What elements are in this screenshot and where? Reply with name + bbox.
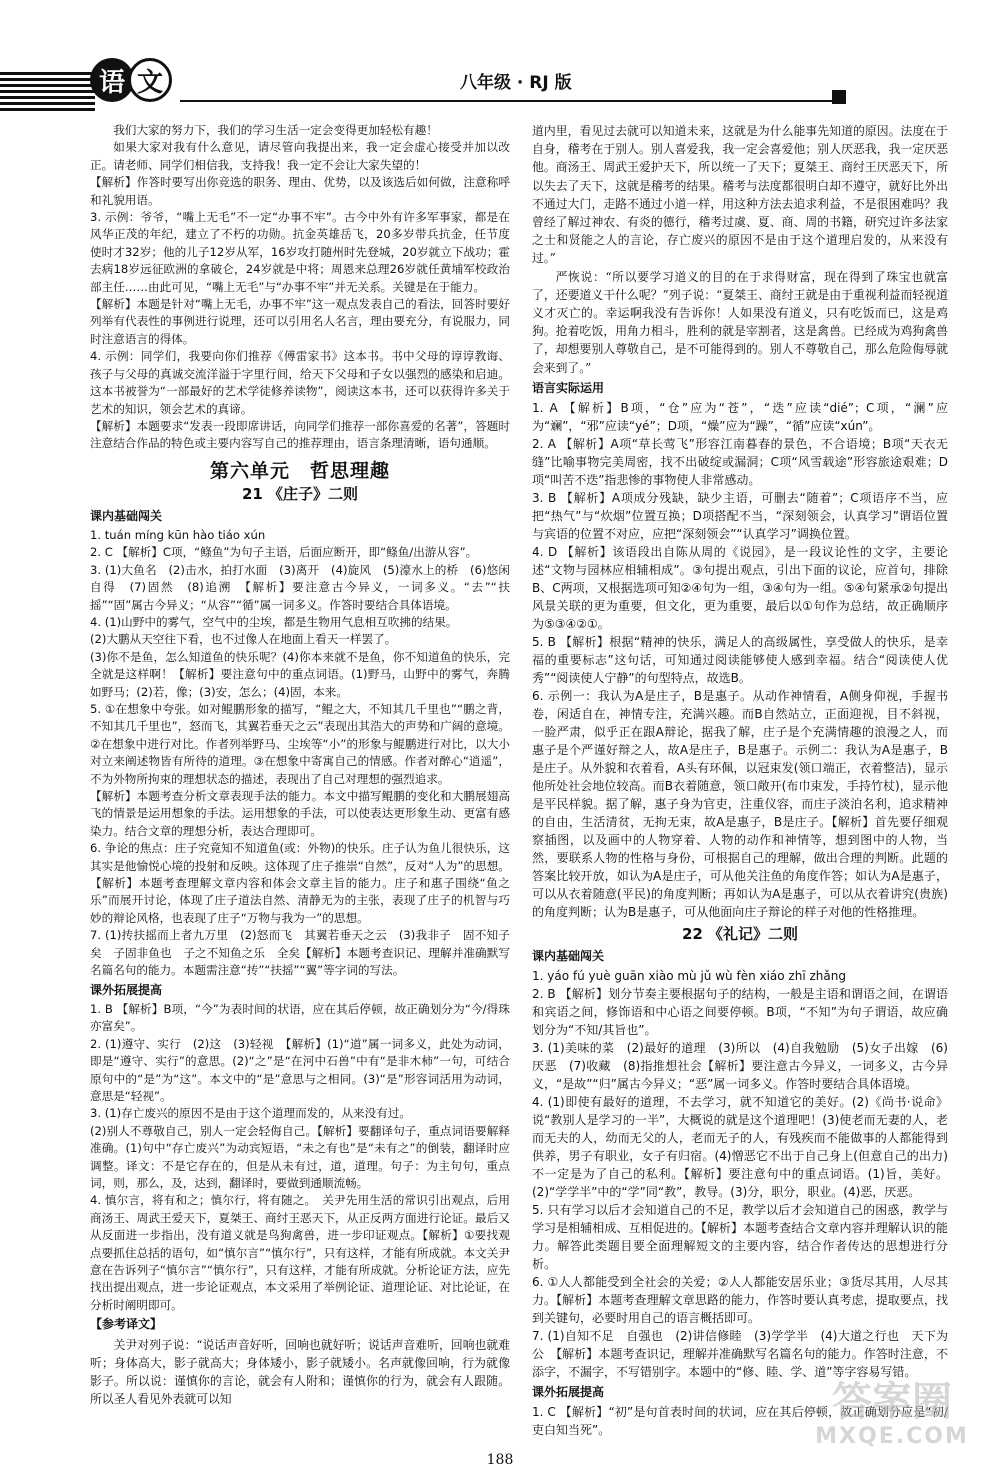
reference-translation: 道内里，看见过去就可以知道未来，这就是为什么能事先知道的原因。法度在于自身，稽考在于别人。别人喜爱我，我一定会喜爱他；别人厌恶我，我一定厌恶他。商汤王、周武王爱护天下，所以统一了天下；夏桀王、商纣王厌恶天下，所以失去了天下，这就是稽考的结果。稽考与法度都很明白却不遵守，就好比外出不通过大门，走路不通过小道一样，用这种方法去追求利益，不是很困难吗？我曾经了解过神农、有炎的德行，稽考过虞、夏、商、周的书籍，研究过许多法家之士和贤能之人的言论，存亡废兴的原因不是由于这个道理启发的，从来没有过。” [532, 124, 948, 266]
reference-translation: 关尹对列子说：“说话声音好听，回响也就好听；说话声音难听，回响也就难听；身体高大，影子就高大；身体矮小，影子就矮小。名声就像回响，行为就像影子。所以说：谨慎你的言论，就会有人附和；谨慎你的行为，就会有人跟随。所以圣人看见外表就可以知 [90, 1337, 510, 1407]
answer-item: 7. (1)自知不足 自强也 (2)讲信修睦 (3)学学半 (4)大道之行也 天下为公 【解析】本题考查识记，理解并准确默写名篇名句的能力。作答时注意，不添字，不漏字，不写错别字。本题中的“修、睦、学、道”等字容易写错。 [532, 1328, 948, 1379]
answer-item: 1. C 【解析】“初”是句首表时间的状词，应在其后停顿，故正确划分应是“初/吏白知当死”。 [532, 1404, 948, 1437]
answer-item: 4. (1)山野中的雾气，空气中的尘埃，都是生物用气息相互吹拂的结果。 [90, 614, 458, 629]
answer-item: 5. 只有学习以后才会知道自己的不足，教学以后才会知道自己的困惑，教学与学习是相辅相成、互相促进的。【解析】本题考查结合文章内容并理解认识的能力。解答此类题目要全面理解短文的主要内容，结合作者传达的思想进行分析。 [532, 1202, 948, 1271]
logo-char-1: 语 [90, 58, 134, 102]
analysis-paragraph: 【解析】本题要求“发表一段即席讲话，向同学们推荐一部你喜爱的名著”，答题时注意结合作品的特色或主要内容写自己的推荐理由，语言条理清晰，语句通顺。 [90, 418, 510, 451]
answer-item: 4. 慎尔言，将有和之；慎尔行，将有随之。 关尹先用生活的常识引出观点，后用商汤王、周武王爱天下，夏桀王、商纣王恶天下，从正反两方面进行论证。最后又从反面进一步指出，没有道义就是鸟狗禽兽，进一步印证观点。【解析】①要找观点要抓住总括的语句，如“慎尔言”“慎尔行”，只有这样，才能有所成就。本文关尹意在告诉列子“慎尔言”“慎尔行”，只有这样，才能有所成就。分析论证方法，应先找出提出观点，进一步论证观点，本文采用了举例论证、道理论证、对比论证，在分析时阐明即可。 [90, 1193, 510, 1312]
page-number: 188 [486, 1452, 514, 1468]
section-heading: 语言实际运用 [532, 380, 605, 395]
answer-item: 3. (1)存亡废兴的原因不是由于这个道理而发的，从来没有过。 [90, 1106, 412, 1121]
analysis-paragraph: 【解析】本题是针对“嘴上无毛，办事不牢”这一观点发表自己的看法，回答时要好列举有代表性的事例进行说理，还可以引用名人名言，理由要充分，有说服力，同时注意语言的得体。 [90, 297, 510, 346]
answer-item: 1. A 【解析】B项，“仓”应为“苍”，“迭”应读“dié”；C项，“澜”应为“斓”，“邪”应读“yé”；D项，“燥”应为“躁”，“循”应读“xún”。 [532, 400, 948, 433]
answer-paragraph: 我们大家的努力下，我们的学习生活一定会变得更加轻松有趣！ [113, 123, 438, 137]
answer-item: 6. 争论的焦点：庄子究竟知不知道鱼(或：外物)的快乐。庄子认为鱼儿很快乐，这其实是他愉悦心境的投射和反映。这体现了庄子推崇“自然”，反对“人为”的思想。【解析】本题考查理解文章内容和体会文章主旨的能力。庄子和惠子围绕“鱼之乐”而展开讨论，体现了庄子道法自然、清静无为的主张，表现了庄子的机智与巧妙的辩论风格，也表现了庄子“万物与我为一”的思想。 [90, 841, 510, 925]
answer-item: 1. B 【解析】B项，“今”为表时间的状语，应在其后停顿，故正确划分为“今/得珠亦富矣”。 [90, 1001, 510, 1034]
header-rule [180, 100, 840, 102]
answer-item: (2)别人不尊敬自己，别人一定会轻侮自己。【解析】要翻译句子，重点词语要解释准确。(1)句中“存亡废兴”为动宾短语，“未之有也”是“未有之”的倒装，翻译时应调整。译文：不是它存在的，但是从未有过，道，道理。句子：为主句句，重点词，则，那么，及，达到，翻译时，要做到通顺流畅。 [90, 1123, 510, 1190]
answer-item: 3. (1)美味的菜 (2)最好的道理 (3)所以 (4)自我勉励 (5)女子出嫁 (6)厌恶 (7)收藏 (8)指推想社会【解析】要注意古今异义，一词多义，古今异义，“是故”“归”属古今异义；“恶”属一词多义。作答时要结合具体语境。 [532, 1040, 948, 1091]
analysis-paragraph: 【解析】作答时要写出你竞选的职务、理由、优势，以及该选后如何做，注意称呼和礼貌用语。 [90, 175, 510, 207]
answer-paragraph: 如果大家对我有什么意见，请尽管向我提出来，我一定会虚心接受并加以改正。请老师、同学们相信我，支持我！我一定不会让大家失望的！ [90, 140, 510, 172]
right-column [532, 122, 948, 1439]
answer-item: 4. D 【解析】该语段出自陈从周的《说园》，是一段议论性的文字，主要论述“文物与园林应相辅相成”。③句提出观点，引出下面的议论，应首句，排除B、C两项，又根据选项可知②④句为一组，③④句为一组。⑤④句紧承②句提出风景关联的更为重要，但文化，更为重要，最后以①句作为总结，故正确顺序为⑤③④②①。 [532, 544, 948, 631]
section-heading: 课内基础闯关 [90, 508, 163, 523]
analysis-paragraph: 【解析】本题考查分析文章表现手法的能力。本文中描写鲲鹏的变化和大鹏展翅高飞的情景是运用想象的手法。运用想象的手法，可以使表达更形象生动、更富有感染力。结合文章的理想分析，表达合理即可。 [90, 789, 510, 838]
answer-item: 1. yáo fú yuè guān xiào mù jǔ wù fèn xiáo zhī zhǎng [532, 968, 846, 983]
answer-item: 4. 示例：同学们，我要向你们推荐《傅雷家书》这本书。书中父母的谆谆教诲、孩子与父母的真诚交流洋溢于字里行间，给天下父母和子女以强烈的感染和启迪。这本书被誉为“一部最好的艺术学徒修养读物”，阅读这本书，还可以获得许多关于艺术的知识，领会艺术的真谛。 [90, 349, 510, 416]
lesson-title: 22 《礼记》二则 [681, 924, 799, 943]
answer-item: 6. ①人人都能受到全社会的关爱；②人人都能安居乐业；③货尽其用，人尽其力。【解析】本题考查理解文章思路的能力，作答时要认真考虑，提取要点，找到关键句，必要时用自己的语言概括即可。 [532, 1274, 948, 1325]
section-heading: 课外拓展提高 [90, 982, 163, 997]
answer-item: 3. 示例：爷爷，“嘴上无毛”不一定“办事不牢”。古今中外有许多军事家，都是在风华正茂的年纪，建立了不朽的功勋。抗金英雄岳飞，20多岁带兵抗金，任节度使时才32岁；他的儿子12岁从军，16岁攻打随州时先登城，20岁就立下战功；霍去病18岁远征欧洲的拿破仑，24岁就是中将；周恩来总理26岁就任黄埔军校政治部主任……由此可见，“嘴上无毛”与“办事不牢”并无关系。关键是在于能力。 [90, 210, 510, 294]
answer-item: 2. C 【解析】C项，“鲦鱼”为句子主语，后面应断开，即“鲦鱼/出游从容”。 [90, 545, 478, 560]
answer-item: 3. B 【解析】A项成分残缺，缺少主语，可删去“随着”；C项语序不当，应把“热气”与“炊烟”位置互换；D项搭配不当，“深刻领会，认真学习”谓语位置与宾语的位置不对应，应把“深刻领会”“认真学习”调换位置。 [532, 490, 948, 541]
answer-item: 4. (1)即使有最好的道理，不去学习，就不知道它的美好。(2)《尚书·说命》说“教别人是学习的一半”，大概说的就是这个道理吧！(3)使老而无妻的人，老而无夫的人，幼而无父的人，老而无子的人，有残疾而不能做事的人都能得到供养，男子有职业，女子有归宿。(4)憎恶它不出于自己身上(但意自己的出力)不一定是为了自己的私利。【解析】要注意句中的重点词语。(1)旨，美好。(2)“学学半”中的“学”同“教”，教导。(3)分，职分，职业。(4)恶，厌恶。 [532, 1094, 948, 1199]
section-heading: 课内基础闯关 [532, 948, 605, 963]
lesson-title: 21 《庄子》二则 [241, 485, 359, 504]
answer-item: 5. B 【解析】根据“精神的快乐，满足人的高级属性，享受做人的快乐，是幸福的重要标志”这句话，可知通过阅读能够使人感到幸福。结合“阅读使人优秀”“阅读使人宁静”的句型特点，故选B。 [532, 634, 948, 685]
answer-item: 5. ①在想象中夸张。如对鲲鹏形象的描写，“鲲之大，不知其几千里也”“鹏之背，不知其几千里也”，怒而飞，其翼若垂天之云”表现出其浩大的声势和广阔的意境。②在想象中进行对比。作者列举野马、尘埃等“小”的形象与鲲鹏进行对比，以大小对立来阐述物皆有所待的道理。③在想象中寄寓自己的情感。作者对醉心“逍遥”，不为外物所拘束的理想状态的描述，表现出了自己对理想的强烈追求。 [90, 702, 510, 786]
answer-item: 7. (1)抟扶摇而上者九万里 (2)怒而飞 其翼若垂天之云 (3)我非子 固不知子矣 子固非鱼也 子之不知鱼之乐 全矣【解析】本题考查识记、理解并准确默写名篇名句的能力。本题需注意“抟”“扶摇”“翼”等字词的写法。 [90, 928, 510, 978]
section-heading: 课外拓展提高 [532, 1384, 605, 1399]
page-header [0, 0, 1000, 118]
subject-logo [90, 58, 172, 102]
answer-item: 2. A 【解析】A项“草长莺飞”形容江南暮春的景色，不合语境；B项“天衣无缝”比喻事物完美周密，找不出破绽或漏洞；C项“风雪载途”形容旅途艰难；D项“叫苦不迭”指悲惨的事物使人非常感动。 [532, 436, 948, 487]
reference-translation: 严恢说：“所以要学习道义的目的在于求得财富，现在得到了珠宝也就富了，还要道义干什么呢？”列子说：“夏桀王、商纣王就是由于重视利益而轻视道义才灭亡的。幸运啊我没有告诉你！人如果没有道义，只有吃饭而已，这是鸡狗。抢着吃饭，用角力相斗，胜利的就是宰割者，这是禽兽。已经成为鸡狗禽兽了，却想要别人尊敬自己，是不可能得到的。别人不尊敬自己，那么危险侮辱就会来到了。” [532, 269, 948, 375]
answer-item: 6. 示例一：我认为A是庄子，B是惠子。从动作神情看，A侧身仰视，手握书卷，闲适自在，神情专注，充满兴趣。而B自然站立，正面迎视，目不斜视，一脸严肃，似乎正在跟A辩论，据我了解，庄子是个充满情趣的浪漫之人，而惠子是个严谨好辩之人，故A是庄子，B是惠子。示例二：我认为A是惠子，B是庄子。从外貌和衣着看，A头有环佩，以冠束发(领口端正，衣着整洁)，显示他所处社会地位较高。而B衣着随意，领口敞开(布巾束发，手持竹杖)，显示他是平民样貌。据了解，惠子身为官吏，注重仪容，而庄子淡泊名利，追求精神的自由，生活清贫，无拘无束，故A是惠子，B是庄子。【解析】首先要仔细观察插图，以及画中的人物穿着、人物的动作和神情等，想到图中的人物，当然，要联系人物的性格与身份，可根据自己的理解，做出合理的判断。此题的答案比较开放，如认为A是庄子，可从他关注鱼的角度作答；如认为A是惠子，可以从衣着随意(平民)的角度判断；再如认为A是惠子，可以从衣着讲究(贵族)的角度判断；认为B是惠子，可从他面向庄子辩论的样子对他的性格推理。 [532, 688, 948, 919]
answer-item: 1. tuán míng kūn hào tiáo xún [90, 527, 266, 542]
header-stripes [0, 72, 95, 112]
header-square-mark [832, 90, 846, 104]
watermark [792, 1380, 992, 1460]
watermark-url: MXQE.COM [815, 1424, 969, 1449]
left-column [90, 122, 510, 1408]
answer-item: 2. B 【解析】划分节奏主要根据句子的结构，一般是主语和谓语之间，在谓语和宾语之间，修饰语和中心语之间要停顿。B项，“不知”为句子谓语，故应确划分为“不知/其旨也”。 [532, 986, 948, 1037]
reference-translation-heading: 【参考译文】 [90, 1317, 163, 1332]
logo-char-2: 文 [128, 58, 172, 102]
answer-item: 2. (1)遵守、实行 (2)这 (3)轻视 【解析】(1)“道”属一词多义，此处为动词，即是“遵守、实行”的意思。(2)“之”是“在河中石兽”中有“是非木柿”一句，可结合原句中的“是”为“这”。本文中的“是”意思与之相同。(3)“是”形容词活用为动词，意思是“轻视”。 [90, 1036, 510, 1103]
answer-item: (2)大鹏从天空往下看，也不过像人在地面上看天一样罢了。 [90, 632, 397, 647]
answer-item: (3)你不是鱼，怎么知道鱼的快乐呢？(4)你本来就不是鱼，你不知道鱼的快乐，完全就是这样啊！【解析】要注意句中的重点词语。(1)野马，山野中的雾气，奔腾如野马；(2)若，像；(3)安，怎么；(4)固，本来。 [90, 649, 510, 699]
unit-title: 第六单元 哲思理趣 [209, 459, 390, 482]
watermark-text: 答案圈 [832, 1379, 952, 1425]
grade-label: 八年级 · RJ 版 [460, 73, 572, 93]
answer-item: 3. (1)大鱼名 (2)击水，拍打水面 (3)离开 (4)旋风 (5)濠水上的桥 (6)悠闲自得 (7)固然 (8)追溯 【解析】要注意古今异义，一词多义。“去”“扶摇”“固”属古今异义；“从容”“循”属一词多义。作答时要结合具体语境。 [90, 562, 510, 612]
